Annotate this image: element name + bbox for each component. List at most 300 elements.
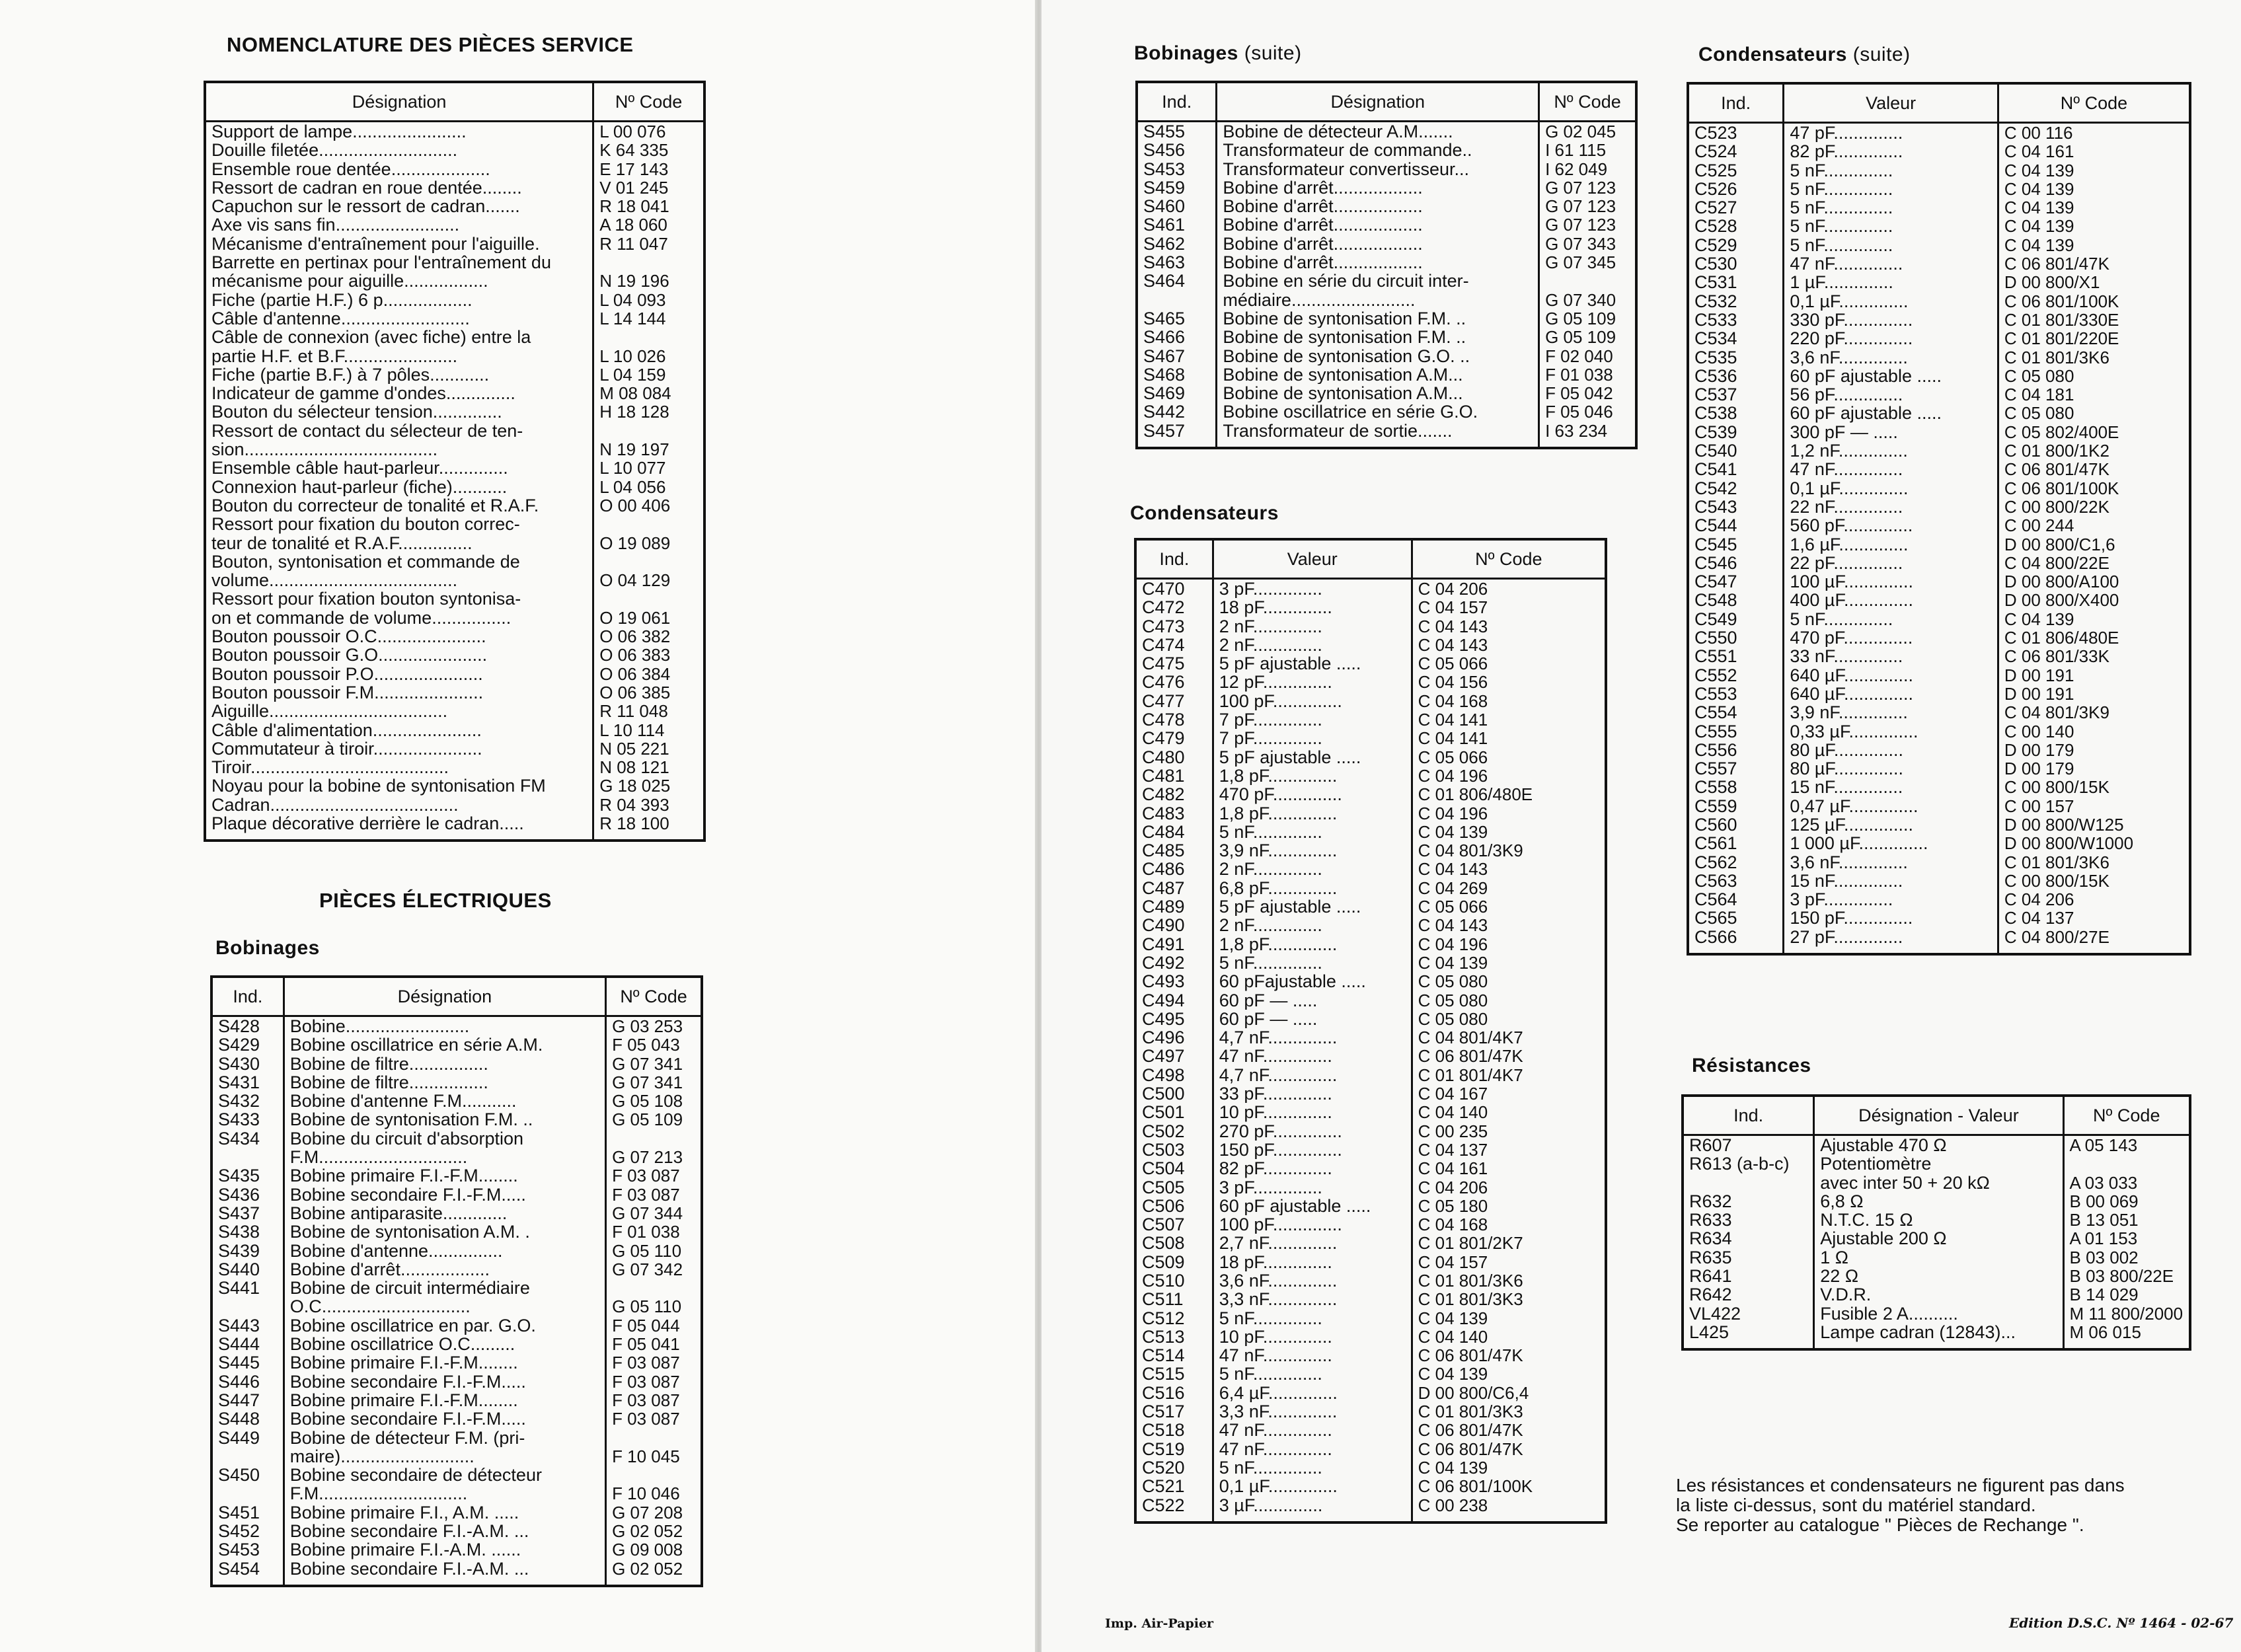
table-row	[1135, 1477, 1606, 1495]
ind-cell: C515	[1135, 1365, 1213, 1383]
ind-cell: C545	[1688, 535, 1784, 554]
ind-cell: S446	[211, 1372, 284, 1391]
table-row	[211, 1409, 702, 1428]
ind-cell: S442	[1137, 402, 1217, 421]
table-row	[1688, 628, 2190, 647]
code-cell: C 04 206	[1412, 579, 1606, 599]
column-header-code: Nº Code	[1539, 82, 1636, 122]
des-cell: 47 nF..............	[1213, 1047, 1412, 1065]
code-cell: C 04 156	[1412, 673, 1606, 691]
table-row	[1688, 142, 2190, 161]
des-cell: 60 pFajustable .....	[1213, 972, 1412, 991]
ind-cell: S457	[1137, 422, 1217, 448]
des-cell: Axe vis sans fin.........................	[205, 215, 593, 234]
code-cell: C 04 141	[1412, 710, 1606, 729]
code-cell: C 01 801/4K7	[1412, 1066, 1606, 1084]
code-cell: C 04 139	[1412, 1309, 1606, 1328]
des-cell: 15 nF..............	[1784, 778, 1998, 796]
table-row	[1137, 215, 1636, 234]
table-row	[1688, 834, 2190, 852]
table-row	[1688, 741, 2190, 759]
ind-cell: S465	[1137, 309, 1217, 328]
code-cell: O 19 061	[593, 609, 704, 627]
des-cell: Bobine secondaire F.I.-F.M.....	[284, 1185, 605, 1204]
des-cell: 6,8 Ω	[1814, 1192, 2063, 1211]
code-cell: B 13 051	[2063, 1211, 2190, 1229]
code-cell: G 07 213	[606, 1148, 702, 1166]
code-cell: D 00 800/X1	[1998, 273, 2190, 291]
code-cell: C 01 801/3K3	[1412, 1402, 1606, 1421]
code-cell: D 00 191	[1998, 666, 2190, 685]
table-row	[1688, 423, 2190, 441]
table-row	[211, 1055, 702, 1073]
table-row	[205, 609, 704, 627]
ind-cell: C484	[1135, 823, 1213, 841]
table-row	[1137, 309, 1636, 328]
des-cell: Bobine de syntonisation A.M...	[1217, 365, 1539, 384]
des-cell: 3,6 nF..............	[1784, 853, 1998, 872]
des-cell: 5 pF ajustable .....	[1213, 897, 1412, 916]
ind-cell: C521	[1135, 1477, 1213, 1495]
des-cell: Barrette en pertinax pour l'entraînement du	[205, 253, 593, 272]
table-row	[211, 1316, 702, 1335]
des-cell: 1,6 µF..............	[1784, 535, 1998, 554]
table-row	[1688, 460, 2190, 478]
table-row	[1688, 890, 2190, 909]
table-row	[205, 534, 704, 552]
code-cell: G 07 123	[1539, 178, 1636, 197]
code-cell: B 03 800/22E	[2063, 1267, 2190, 1285]
table-row	[211, 1559, 702, 1586]
table-row	[1683, 1248, 2190, 1267]
des-cell: Bobine primaire F.I., A.M. .....	[284, 1503, 605, 1522]
code-cell: G 05 108	[606, 1092, 702, 1110]
table-row	[1688, 123, 2190, 143]
code-cell: C 04 269	[1412, 879, 1606, 897]
code-cell: C 06 801/47K	[1412, 1440, 1606, 1458]
code-cell	[2063, 1154, 2190, 1173]
table-row	[205, 478, 704, 496]
ind-cell: C518	[1135, 1421, 1213, 1439]
table-row	[1135, 636, 1606, 654]
table-row	[205, 309, 704, 328]
des-cell: 3 pF..............	[1213, 1178, 1412, 1197]
des-cell: Lampe cadran (12843)...	[1814, 1323, 2063, 1349]
des-cell: Douille filetée............................	[205, 141, 593, 159]
des-cell: 0,1 µF..............	[1784, 292, 1998, 311]
table-row	[1135, 785, 1606, 804]
table-row	[1135, 1122, 1606, 1141]
code-cell: I 62 049	[1539, 160, 1636, 178]
des-cell: 1 000 µF..............	[1784, 834, 1998, 852]
code-cell: D 00 800/X400	[1998, 591, 2190, 609]
table-row	[1688, 479, 2190, 498]
code-cell: C 04 168	[1412, 692, 1606, 710]
table-row	[205, 402, 704, 421]
des-cell: 4,7 nF..............	[1213, 1066, 1412, 1084]
nomenclature-title: NOMENCLATURE DES PIÈCES SERVICE	[227, 33, 634, 56]
des-cell: Fiche (partie B.F.) à 7 pôles............	[205, 365, 593, 384]
table-row	[1137, 422, 1636, 448]
des-cell: 3,9 nF..............	[1213, 841, 1412, 860]
table-row	[1135, 916, 1606, 934]
code-cell: C 04 196	[1412, 804, 1606, 823]
code-cell: C 00 235	[1412, 1122, 1606, 1141]
table-row	[205, 515, 704, 533]
ind-cell: C520	[1135, 1458, 1213, 1477]
des-cell: 270 pF..............	[1213, 1122, 1412, 1141]
code-cell: D 00 179	[1998, 741, 2190, 759]
code-cell: L 04 159	[593, 365, 704, 384]
ind-cell: C548	[1688, 591, 1784, 609]
code-cell: C 05 066	[1412, 748, 1606, 767]
ind-cell: C475	[1135, 654, 1213, 673]
table-row	[1135, 729, 1606, 747]
des-cell: teur de tonalité et R.A.F...............	[205, 534, 593, 552]
table-row	[211, 1335, 702, 1353]
des-cell: Ressort pour fixation bouton syntonisa-	[205, 589, 593, 608]
code-cell: C 00 116	[1998, 123, 2190, 143]
ind-cell: C498	[1135, 1066, 1213, 1084]
des-cell: 82 pF..............	[1213, 1159, 1412, 1178]
code-cell: D 00 800/W125	[1998, 815, 2190, 834]
table-row	[1683, 1211, 2190, 1229]
table-row	[1135, 804, 1606, 823]
table-row	[211, 1372, 702, 1391]
code-cell: L 04 056	[593, 478, 704, 496]
code-cell: F 10 046	[606, 1484, 702, 1503]
code-cell: C 04 139	[1412, 954, 1606, 972]
code-cell: C 04 137	[1998, 909, 2190, 927]
ind-cell: S447	[211, 1391, 284, 1409]
table-row	[1135, 1496, 1606, 1522]
des-cell: Ressort de contact du sélecteur de ten-	[205, 422, 593, 440]
des-cell: Transformateur de commande..	[1217, 141, 1539, 159]
ind-cell: R635	[1683, 1248, 1814, 1267]
code-cell: F 03 087	[606, 1409, 702, 1428]
table-row	[1688, 591, 2190, 609]
des-cell: 640 µF..............	[1784, 685, 1998, 703]
code-cell: C 04 167	[1412, 1084, 1606, 1103]
des-cell: 3,6 nF..............	[1784, 348, 1998, 367]
des-cell: Bobine.........................	[284, 1016, 605, 1036]
ind-cell: C519	[1135, 1440, 1213, 1458]
des-cell: avec inter 50 + 20 kΩ	[1814, 1174, 2063, 1192]
ind-cell: C524	[1688, 142, 1784, 161]
ind-cell: R613 (a-b-c)	[1683, 1154, 1814, 1173]
table-row	[205, 328, 704, 346]
table-row	[205, 235, 704, 253]
table-row	[1135, 767, 1606, 785]
code-cell: C 01 801/3K6	[1998, 853, 2190, 872]
des-cell: 2,7 nF..............	[1213, 1234, 1412, 1252]
code-cell: H 18 128	[593, 402, 704, 421]
des-cell: Bobine secondaire F.I.-A.M. ...	[284, 1559, 605, 1586]
ind-cell: C542	[1688, 479, 1784, 498]
table-row	[211, 1222, 702, 1241]
code-cell: L 10 077	[593, 459, 704, 477]
code-cell: F 05 042	[1539, 384, 1636, 402]
ind-cell: C549	[1688, 610, 1784, 628]
code-cell	[593, 328, 704, 346]
table-row	[211, 1429, 702, 1447]
des-cell: Bobine de filtre................	[284, 1073, 605, 1092]
code-cell: C 04 800/27E	[1998, 928, 2190, 954]
column-header-code: Nº Code	[606, 977, 702, 1016]
code-cell: F 03 087	[606, 1185, 702, 1204]
code-cell: C 01 806/480E	[1998, 628, 2190, 647]
code-cell: O 06 385	[593, 683, 704, 702]
code-cell: O 06 383	[593, 646, 704, 664]
des-cell: O.C..............................	[284, 1297, 605, 1316]
code-cell	[606, 1279, 702, 1297]
table-row	[1688, 759, 2190, 778]
ind-cell	[211, 1447, 284, 1466]
table-row	[205, 253, 704, 272]
des-cell: Bobine antiparasite.............	[284, 1204, 605, 1222]
column-header-code: Nº Code	[593, 82, 704, 122]
code-cell: F 05 044	[606, 1316, 702, 1335]
code-cell: D 00 179	[1998, 759, 2190, 778]
code-cell: G 02 045	[1539, 122, 1636, 141]
des-cell: Bobine de syntonisation F.M. ..	[284, 1110, 605, 1129]
table-row	[1688, 685, 2190, 703]
condensateurs-table	[1134, 538, 1607, 1524]
code-cell: F 05 046	[1539, 402, 1636, 421]
code-cell: F 05 041	[606, 1335, 702, 1353]
header-row	[1688, 83, 2190, 123]
table-row	[1135, 1458, 1606, 1477]
des-cell: Mécanisme d'entraînement pour l'aiguille.	[205, 235, 593, 253]
des-cell: 1,2 nF..............	[1784, 441, 1998, 460]
ind-cell: S459	[1137, 178, 1217, 197]
ind-cell: C547	[1688, 572, 1784, 591]
des-cell: Ressort pour fixation du bouton correc-	[205, 515, 593, 533]
table-row	[211, 1540, 702, 1559]
code-cell: C 05 066	[1412, 897, 1606, 916]
code-cell: C 01 801/2K7	[1412, 1234, 1606, 1252]
table-row	[205, 384, 704, 402]
table-row	[1688, 236, 2190, 254]
code-cell: C 04 139	[1998, 198, 2190, 217]
code-cell: G 05 109	[606, 1110, 702, 1129]
ind-cell: C479	[1135, 729, 1213, 747]
code-cell: C 04 139	[1412, 1365, 1606, 1383]
des-cell: 60 pF — .....	[1213, 1010, 1412, 1028]
des-cell: 3,3 nF..............	[1213, 1290, 1412, 1308]
code-cell: M 08 084	[593, 384, 704, 402]
code-cell: C 06 801/47K	[1998, 254, 2190, 273]
des-cell: 3,6 nF..............	[1213, 1271, 1412, 1290]
ind-cell: C550	[1688, 628, 1784, 647]
ind-cell: C533	[1688, 311, 1784, 329]
des-cell: Bobine oscillatrice en par. G.O.	[284, 1316, 605, 1335]
bobinages-suite-table	[1135, 81, 1638, 449]
table-row	[1688, 292, 2190, 311]
ind-cell: C478	[1135, 710, 1213, 729]
table-row	[205, 160, 704, 178]
code-cell: K 64 335	[593, 141, 704, 159]
des-cell: 220 pF..............	[1784, 329, 1998, 348]
des-cell: 2 nF..............	[1213, 916, 1412, 934]
table-row	[1683, 1285, 2190, 1304]
table-row	[1688, 909, 2190, 927]
table-row	[1683, 1154, 2190, 1173]
code-cell	[593, 515, 704, 533]
code-cell: R 11 047	[593, 235, 704, 253]
condensateurs-title: Condensateurs	[1130, 502, 1279, 524]
ind-cell: C566	[1688, 928, 1784, 954]
table-row	[1688, 703, 2190, 722]
ind-cell: C546	[1688, 554, 1784, 572]
des-cell: Connexion haut-parleur (fiche)...........	[205, 478, 593, 496]
ind-cell: S466	[1137, 328, 1217, 346]
code-cell: G 05 109	[1539, 328, 1636, 346]
des-cell: 2 nF..............	[1213, 636, 1412, 654]
table-row	[211, 1466, 702, 1484]
ind-cell: R632	[1683, 1192, 1814, 1211]
table-row	[211, 1035, 702, 1054]
ind-cell: C480	[1135, 748, 1213, 767]
note-line-3: Se reporter au catalogue " Pièces de Rechange ".	[1676, 1515, 2084, 1535]
des-cell: Bouton, syntonisation et commande de	[205, 552, 593, 571]
des-cell: 330 pF..............	[1784, 311, 1998, 329]
column-header-ind: Ind.	[211, 977, 284, 1016]
ind-cell: C470	[1135, 579, 1213, 599]
code-cell: I 61 115	[1539, 141, 1636, 159]
des-cell: 560 pF..............	[1784, 516, 1998, 535]
ind-cell: C539	[1688, 423, 1784, 441]
des-cell: Bobine de syntonisation A.M. .	[284, 1222, 605, 1241]
table-row	[1688, 329, 2190, 348]
des-cell: 0,1 µF..............	[1784, 479, 1998, 498]
des-cell: Bobine de syntonisation F.M. ..	[1217, 309, 1539, 328]
code-cell: F 10 045	[606, 1447, 702, 1466]
ind-cell: C482	[1135, 785, 1213, 804]
des-cell: Bobine primaire F.I.-F.M........	[284, 1353, 605, 1372]
table-row	[205, 347, 704, 365]
des-cell: Commutateur à tiroir......................	[205, 739, 593, 758]
table-row	[1135, 1440, 1606, 1458]
des-cell: Bobine de syntonisation F.M. ..	[1217, 328, 1539, 346]
ind-cell: C486	[1135, 860, 1213, 878]
code-cell: C 04 139	[1998, 236, 2190, 254]
table-row	[1137, 402, 1636, 421]
des-cell: Bobine de circuit intermédiaire	[284, 1279, 605, 1297]
ind-cell: C512	[1135, 1309, 1213, 1328]
table-row	[1137, 272, 1636, 290]
code-cell: L 00 076	[593, 122, 704, 141]
des-cell: Bobine de syntonisation A.M...	[1217, 384, 1539, 402]
code-cell: C 01 801/330E	[1998, 311, 2190, 329]
des-cell: 300 pF — .....	[1784, 423, 1998, 441]
des-cell: 10 pF..............	[1213, 1328, 1412, 1346]
ind-cell: C565	[1688, 909, 1784, 927]
des-cell: Bobine primaire F.I.-A.M. ......	[284, 1540, 605, 1559]
ind-cell: C473	[1135, 617, 1213, 636]
column-header-code: Nº Code	[1412, 539, 1606, 579]
des-cell: maire)...........................	[284, 1447, 605, 1466]
des-cell: Bobine d'arrêt..................	[1217, 235, 1539, 253]
table-row	[1683, 1323, 2190, 1349]
des-cell: 5 nF..............	[1784, 198, 1998, 217]
table-row	[211, 1484, 702, 1503]
des-cell: Bouton poussoir G.O......................	[205, 646, 593, 664]
table-row	[1683, 1192, 2190, 1211]
table-row	[1688, 367, 2190, 385]
des-cell: Aiguille....................................	[205, 702, 593, 720]
des-cell: 60 pF ajustable .....	[1213, 1197, 1412, 1215]
code-cell: C 04 801/3K9	[1412, 841, 1606, 860]
ind-cell: C523	[1688, 123, 1784, 143]
ind-cell: C496	[1135, 1028, 1213, 1047]
des-cell: 3 pF..............	[1213, 579, 1412, 599]
ind-cell: C509	[1135, 1253, 1213, 1271]
table-row	[211, 1297, 702, 1316]
des-cell: 1 µF..............	[1784, 273, 1998, 291]
ind-cell: S453	[1137, 160, 1217, 178]
table-row	[205, 496, 704, 515]
des-cell: Bouton du correcteur de tonalité et R.A.F.	[205, 496, 593, 515]
des-cell: Ajustable 200 Ω	[1814, 1229, 2063, 1248]
table-row	[1688, 180, 2190, 198]
code-cell: C 04 139	[1998, 610, 2190, 628]
note-line-2: la liste ci-dessus, sont du matériel standard.	[1676, 1495, 2036, 1515]
code-cell: A 01 153	[2063, 1229, 2190, 1248]
ind-cell: C491	[1135, 935, 1213, 954]
pieces-electriques-title: PIÈCES ÉLECTRIQUES	[319, 889, 552, 912]
code-cell	[593, 589, 704, 608]
code-cell: C 04 139	[1998, 180, 2190, 198]
table-row	[205, 796, 704, 814]
table-row	[1135, 1421, 1606, 1439]
code-cell: C 04 168	[1412, 1215, 1606, 1234]
ind-cell: S469	[1137, 384, 1217, 402]
code-cell: F 03 087	[606, 1391, 702, 1409]
code-cell: G 02 052	[606, 1559, 702, 1586]
ind-cell: C490	[1135, 916, 1213, 934]
table-row	[205, 291, 704, 309]
table-row	[1688, 198, 2190, 217]
ind-cell: C537	[1688, 385, 1784, 404]
table-row	[1135, 1271, 1606, 1290]
table-row	[1135, 841, 1606, 860]
code-cell: G 05 110	[606, 1297, 702, 1316]
des-cell: 7 pF..............	[1213, 729, 1412, 747]
table-row	[1688, 666, 2190, 685]
table-row	[1135, 673, 1606, 691]
table-row	[1135, 1328, 1606, 1346]
table-row	[1137, 291, 1636, 309]
code-cell: G 05 110	[606, 1242, 702, 1260]
des-cell: 5 nF..............	[1784, 236, 1998, 254]
table-row	[1137, 160, 1636, 178]
ind-cell: C481	[1135, 767, 1213, 785]
edition-code: Edition D.S.C. Nº 1464 - 02-67	[2009, 1615, 2234, 1631]
table-row	[1135, 1103, 1606, 1121]
code-cell: O 04 129	[593, 571, 704, 589]
code-cell: C 06 801/100K	[1998, 479, 2190, 498]
table-row	[205, 683, 704, 702]
des-cell: 5 nF..............	[1213, 1458, 1412, 1477]
des-cell: Bobine secondaire de détecteur	[284, 1466, 605, 1484]
column-header-ind: Ind.	[1137, 82, 1217, 122]
des-cell: on et commande de volume................	[205, 609, 593, 627]
table-row	[1135, 1047, 1606, 1065]
code-cell: C 05 080	[1412, 972, 1606, 991]
code-cell: C 04 801/4K7	[1412, 1028, 1606, 1047]
table-row	[1688, 647, 2190, 665]
